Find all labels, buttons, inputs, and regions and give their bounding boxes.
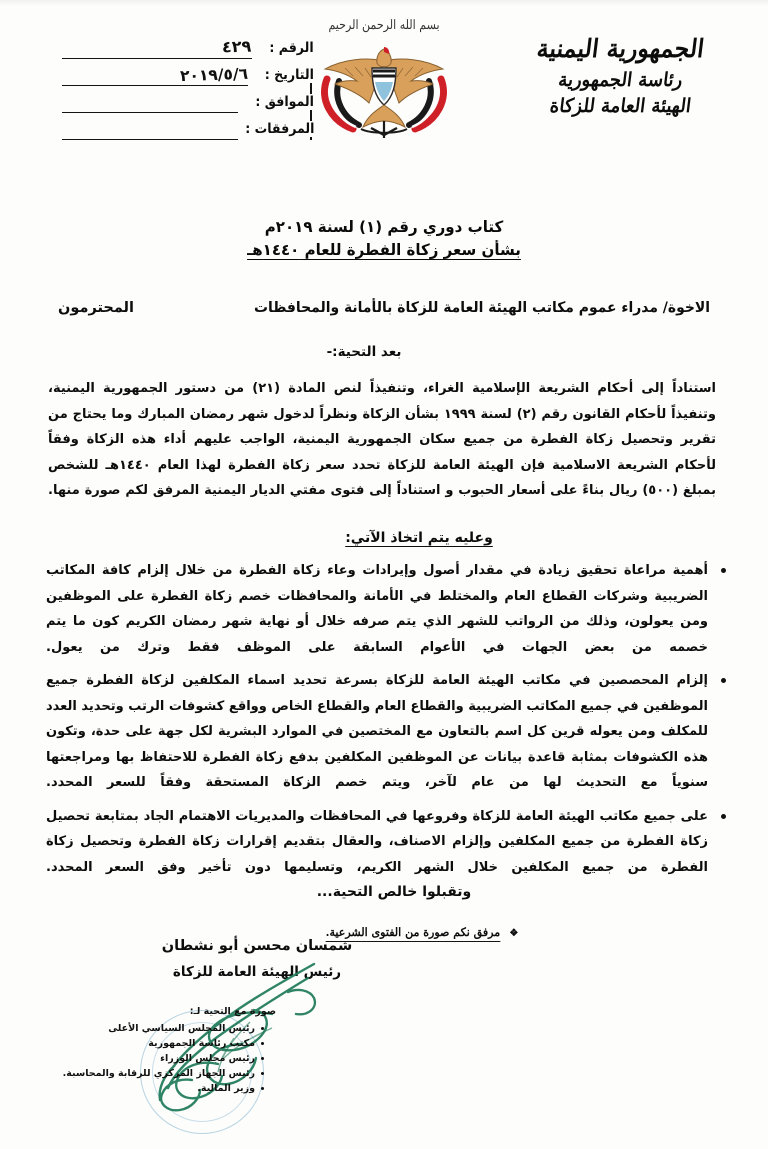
action-heading-text: وعليه يتم اتخاذ الآتي: [345, 530, 493, 546]
registry-rule [62, 112, 238, 113]
registry-attachments-label: المرفقات : [242, 121, 314, 137]
body-paragraph-text: استناداً إلى أحكام الشريعة الإسلامية الغراء، وتنفيذاً لنص المادة (٢١) من دستور الجمهورية اليمنية، وتنفيذاً لأحكام القانون رقم (٢) لسنة ١٩٩٩ بشأن الزكاة ونظراً لدخول شهر رمضان المبارك وما يحتاج من تقرير وتحصيل زكاة الفطرة من جميع سكان الجمهورية اليمنية، الواجب عليهم أداء هذه الزكاة وفقاً لأحكام الشريعة الاسلامية فإن الهيئة العامة للزكاة تحدد سعر زكاة الفطرة لهذا العام ١٤٤٠هـ للشخص بمبلغ (٥٠٠) ريال بناءً على أسعار الحبوب و استناداً إلى فتوى مفتي الديار اليمنية المرفق لكم صورة منها. [48, 381, 717, 498]
letterhead-presidency: رئاسة الجمهورية [557, 69, 684, 91]
yemen-eagle-emblem [309, 35, 459, 147]
cc-block [36, 1004, 276, 1096]
letterhead-country: الجمهورية اليمنية [535, 34, 706, 63]
registry-number-label: الرقم : [267, 40, 314, 56]
action-list [46, 558, 728, 888]
registry-row-corresponding [62, 94, 314, 121]
cc-list-item: وزير المالية. [36, 1081, 264, 1096]
registry-row-attachments [62, 121, 314, 148]
registry-date-label: التاريخ : [262, 67, 314, 83]
cc-list-item: رئيس المجلس السياسي الأعلى [36, 1021, 264, 1036]
registry-rule [62, 58, 252, 59]
cc-list-item: مكتب رئاسة الجمهورية [36, 1036, 264, 1051]
greeting-text: بعد التحية:- [326, 344, 402, 360]
list-item: إلزام المحصصين في مكاتب الهيئة العامة للزكاة بسرعة تحديد اسماء المكلفين لزكاة الفطرة جميع الموظفين في جميع المكاتب الضريبية والقطاع العام والقطاع الخاص وواقع كشوفات الرتب وتحديد العدد للمكلف ومن يعوله قرين كل اسم بالتعاون مع المختصين في الموارد البشرية لكل جهة على حدة، وتكون هذه الكشوفات بمثابة قاعدة بيانات عن الموظفين المكلفين بدفع زكاة الفطرة للاحتفاظ بها ومراجعتها سنوياً مع التحديث لها من عام لآخر، ويتم خصم الزكاة المستحقة وفقاً للسعر المحدد. [46, 668, 728, 796]
closing-salutation: وتقبلوا خالص التحية... [316, 884, 472, 900]
letterhead-header [0, 0, 768, 185]
cc-list [36, 1021, 276, 1096]
letterhead-titles [513, 34, 728, 117]
basmala-text: بسم الله الرحمن الرحيم [328, 18, 440, 33]
document-title [0, 218, 768, 259]
list-item: على جميع مكاتب الهيئة العامة للزكاة وفروعها في المحافظات والمديريات الاهتمام الجاد بمتابعة تحصيل زكاة الفطرة من جميع المكلفين وإلزام الاصناف، والعقال بتقديم إقرارات زكاة الفطرة وتحصيل زكاة الفطرة من جميع المكلفين خلال الشهر الكريم، وتسليمها دون تأخير وفق السعر المحدد. [46, 804, 728, 881]
body-paragraph [48, 376, 716, 504]
cc-title: صورة مع التحية لـ: [189, 1006, 276, 1017]
cc-list-item: رئيس مجلس الوزراء [36, 1051, 264, 1066]
title-line-1: كتاب دوري رقم (١) لسنة ٢٠١٩م [264, 218, 504, 236]
attachment-note-text: مرفق نكم صورة من الفتوى الشرعية. [325, 925, 499, 942]
registry-row-number [62, 36, 314, 67]
registry-corresponding-label: الموافق : [253, 94, 314, 110]
registry-block [62, 36, 314, 148]
registry-row-date [62, 64, 314, 94]
signatory-title: رئيس الهيئة العامة للزكاة [172, 964, 342, 980]
registry-rule [62, 85, 248, 86]
registry-number-value: ٤٢٩ [221, 36, 252, 57]
signatory-name: شمسان محسن أبو نشطان [161, 938, 353, 954]
action-heading [0, 530, 768, 546]
addressee-line [58, 300, 710, 316]
title-line-2: بشأن سعر زكاة الفطرة للعام ١٤٤٠هـ [247, 241, 521, 259]
signature-block [142, 938, 372, 980]
registry-date-value: ٢٠١٩/٥/٦ [179, 64, 249, 86]
registry-rule [62, 139, 238, 140]
addressee-respect: المحترمون [58, 300, 134, 316]
diamond-bullet-icon: ❖ [509, 928, 518, 939]
list-item: أهمية مراعاة تحقيق زيادة في مقدار أصول وإيرادات وعاء زكاة الفطرة من خلال إلزام كافة المكاتب الضريبية وشركات القطاع العام والمختلط في الأمانة والمحافظات خصم زكاة الفطرة على الموظفين ومن يعولون، وذلك من الرواتب للشهر الذي يتم صرفه خلال أو نهاية شهر رمضان الكريم كون ما يتم خصمه من بعض الجهات في الأعوام السابقة على الموظف فقط وترك من يعول. [46, 558, 728, 660]
cc-list-item: رئيس الجهاز المركزي للرقابة والمحاسبة. [36, 1066, 264, 1081]
addressee-text: الاخوة/ مدراء عموم مكاتب الهيئة العامة للزكاة بالأمانة والمحافظات [254, 300, 710, 316]
letterhead-authority: الهيئة العامة للزكاة [548, 95, 693, 117]
